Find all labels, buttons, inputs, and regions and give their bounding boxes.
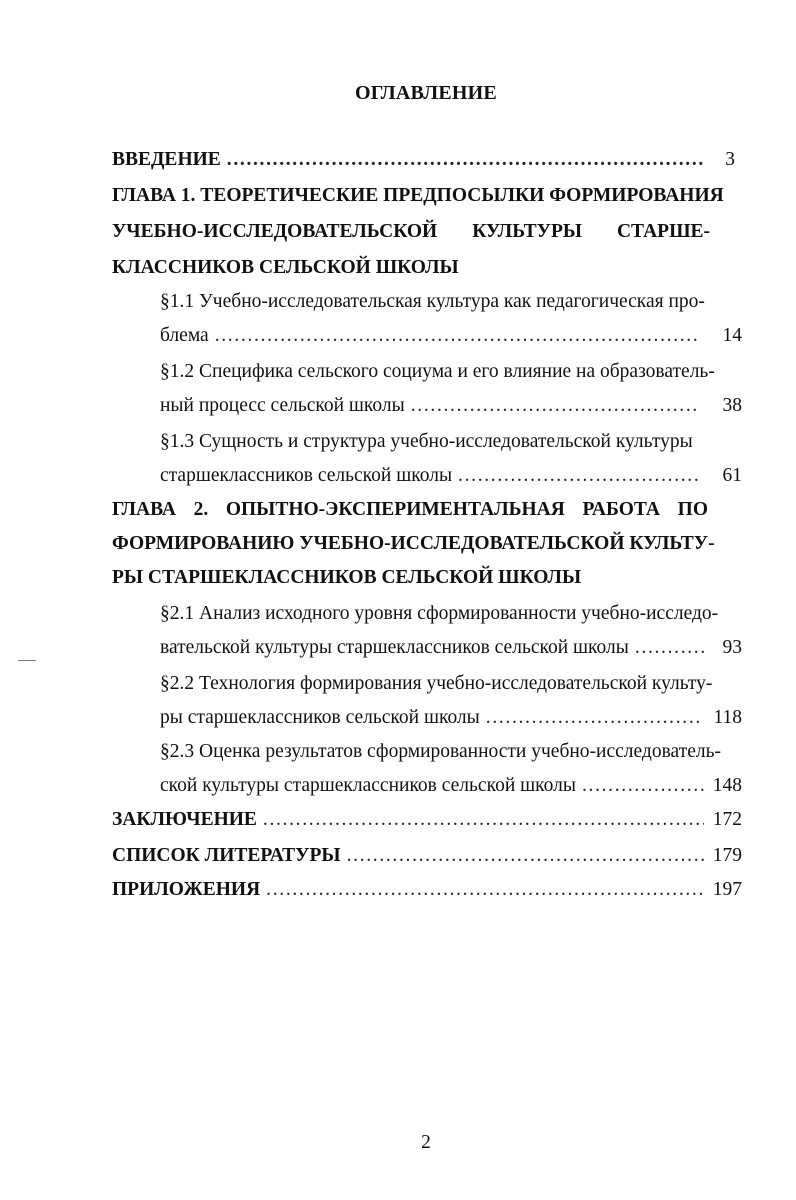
section-1-1-line1: §1.1 Учебно-исследовательская культура как педагогическая про- <box>160 291 705 312</box>
chapter1-title-line3: КЛАССНИКОВ СЕЛЬСКОЙ ШКОЛЫ <box>112 257 459 278</box>
chapter2-title-line1 <box>112 498 708 522</box>
section-text: ры старшеклассников сельской школы <box>160 707 480 728</box>
footer-page-number: 2 <box>421 1132 431 1153</box>
chapter1-word: СТАРШЕ- <box>616 221 710 242</box>
dot-leader <box>411 394 700 418</box>
toc-page-number: 118 <box>713 707 742 728</box>
toc-page-number: 172 <box>712 809 742 830</box>
chapter1-title-line1: ГЛАВА 1. ТЕОРЕТИЧЕСКИЕ ПРЕДПОСЫЛКИ ФОРМИРОВАНИЯ <box>112 185 724 206</box>
dot-leader <box>227 148 704 172</box>
dot-leader <box>266 878 704 902</box>
toc-entry-intro <box>112 148 708 172</box>
chapter2-word: РАБОТА <box>582 499 661 520</box>
section-1-3-line2 <box>160 464 704 488</box>
chapter1-word: КУЛЬТУРЫ <box>472 221 583 242</box>
toc-title: ОГЛАВЛЕНИЕ <box>355 82 497 104</box>
dot-leader <box>215 324 700 348</box>
section-1-2-line1: §1.2 Специфика сельского социума и его влияние на образователь- <box>160 361 715 382</box>
toc-page-number: 148 <box>712 775 742 796</box>
dot-leader <box>582 774 706 798</box>
section-text: ской культуры старшеклассников сельской школы <box>160 775 576 796</box>
section-1-3-line1 <box>160 430 712 454</box>
section-text: старшеклассников сельской школы <box>160 465 453 486</box>
section-1-1-line2 <box>160 324 704 348</box>
chapter1-word: УЧЕБНО-ИССЛЕДОВАТЕЛЬСКОЙ <box>112 221 438 242</box>
section-text: §1.3 Сущность и структура учебно-исследовательской культуры <box>160 431 693 452</box>
section-2-3-line1: §2.3 Оценка результатов сформированности учебно-исследователь- <box>160 741 721 762</box>
section-2-1-line1: §2.1 Анализ исходного уровня сформированности учебно-исследо- <box>160 603 719 624</box>
chapter2-title-line2: ФОРМИРОВАНИЮ УЧЕБНО-ИССЛЕДОВАТЕЛЬСКОЙ КУЛЬТУ- <box>112 533 715 554</box>
chapter2-word: ОПЫТНО-ЭКСПЕРИМЕНТАЛЬНАЯ <box>225 499 565 520</box>
toc-page-number: 179 <box>712 845 742 866</box>
chapter2-word: 2. <box>193 499 209 520</box>
toc-entry-label: ВВЕДЕНИЕ <box>112 149 221 170</box>
dot-leader <box>486 706 700 730</box>
chapter2-title-line3: РЫ СТАРШЕКЛАССНИКОВ СЕЛЬСКОЙ ШКОЛЫ <box>112 567 582 588</box>
toc-page-number: 38 <box>722 395 742 416</box>
toc-page-number: 197 <box>712 879 742 900</box>
scan-artifact <box>18 660 36 661</box>
section-text: вательской культуры старшеклассников сельской школы <box>160 637 629 658</box>
toc-entry-label: ЗАКЛЮЧЕНИЕ <box>112 809 257 830</box>
dot-leader <box>263 808 704 832</box>
chapter1-title-line2 <box>112 220 710 244</box>
toc-page-number: 61 <box>722 465 742 486</box>
section-2-2-line2 <box>160 706 704 730</box>
toc-entry-references <box>112 844 708 868</box>
toc-entry-label: СПИСОК ЛИТЕРАТУРЫ <box>112 845 341 866</box>
section-2-3-line2 <box>160 774 710 798</box>
section-text: ный процесс сельской школы <box>160 395 405 416</box>
toc-entry-label: ПРИЛОЖЕНИЯ <box>112 879 261 900</box>
section-2-2-line1: §2.2 Технология формирования учебно-исследовательской культу- <box>160 673 713 694</box>
section-1-2-line2 <box>160 394 704 418</box>
chapter2-word: ПО <box>677 499 708 520</box>
toc-page-number: 3 <box>725 149 735 170</box>
toc-page-number: 93 <box>722 637 742 658</box>
dot-leader <box>347 844 704 868</box>
toc-entry-conclusion <box>112 808 708 832</box>
toc-page-number: 14 <box>722 325 742 346</box>
toc-entry-appendices <box>112 878 708 902</box>
section-2-1-line2 <box>160 636 710 660</box>
dot-leader <box>458 464 700 488</box>
chapter2-word: ГЛАВА <box>112 499 176 520</box>
section-text: блема <box>160 325 209 346</box>
